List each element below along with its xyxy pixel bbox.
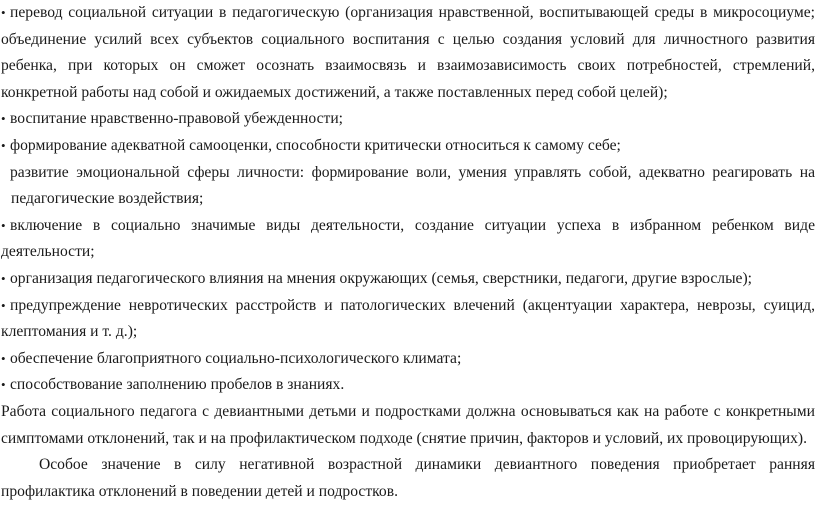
bullet-text: включение в социально значимые виды деятельности, создание ситуации успеха в избранном ребенком виде деятельности; bbox=[1, 216, 815, 261]
bullet-text: предупреждение невротических расстройств и патологических влечений (акцентуации характера, неврозы, суицид, клептомания и т. д.); bbox=[1, 296, 815, 341]
bullet-marker: • bbox=[1, 270, 6, 286]
bullet-item-1 bbox=[1, 0, 815, 106]
bullet-item-5 bbox=[1, 213, 815, 266]
body-paragraph: Работа социального педагога с девиантными детьми и подростками должна основываться как на работе с конкретными симптомами отклонений, так и на профилактическом подходе (снятие причин, факторов и условий, их провоцирующих). bbox=[1, 402, 815, 447]
bullet-marker bbox=[1, 160, 10, 187]
bullet-item-9 bbox=[1, 372, 815, 399]
bullet-item-7 bbox=[1, 293, 815, 346]
bullet-text: воспитание нравственно-правовой убежденности; bbox=[10, 110, 344, 128]
bullet-text: организация педагогического влияния на мнения окружающих (семья, сверстники, педагоги, другие взрослые); bbox=[10, 269, 752, 287]
bullet-item-4 bbox=[1, 160, 815, 213]
bullet-text: развитие эмоциональной сферы личности: формирование воли, умения управлять собой, адекватно реагировать на педагогические воздействия; bbox=[10, 163, 815, 208]
bullet-item-2 bbox=[1, 106, 815, 133]
bullet-text: обеспечение благоприятного социально-психологического климата; bbox=[10, 349, 462, 367]
bullet-marker: • bbox=[1, 297, 6, 313]
bullet-marker: • bbox=[1, 111, 6, 127]
bullet-marker: • bbox=[1, 377, 6, 393]
bullet-marker: • bbox=[1, 137, 6, 153]
bullet-item-3 bbox=[1, 133, 815, 160]
bullet-item-6 bbox=[1, 266, 815, 293]
bullet-text: способствование заполнению пробелов в знаниях. bbox=[10, 376, 345, 394]
bullet-marker: • bbox=[1, 217, 6, 233]
bullet-item-8 bbox=[1, 346, 815, 373]
bullet-marker: • bbox=[1, 350, 6, 366]
body-paragraph-indented: Особое значение в силу негативной возрастной динамики девиантного поведения приобретает ранняя профилактика отклонений в поведении детей и подростков. bbox=[1, 456, 815, 500]
bullet-text: формирование адекватной самооценки, способности критически относиться к самому себе; bbox=[10, 136, 621, 154]
bullet-text: перевод социальной ситуации в педагогическую (организация нравственной, воспитывающей среды в микросоциуме; объединение усилий всех субъектов социального воспитания с целью создания условий для личностного развития ребенка, при которых он сможет осознать взаимосвязь и взаимозависимость своих потребностей, стремлений, конкретной работы над собой и ожидаемых достижений, а также поставленных перед собой целей); bbox=[1, 4, 815, 101]
bullet-marker: • bbox=[1, 5, 6, 20]
